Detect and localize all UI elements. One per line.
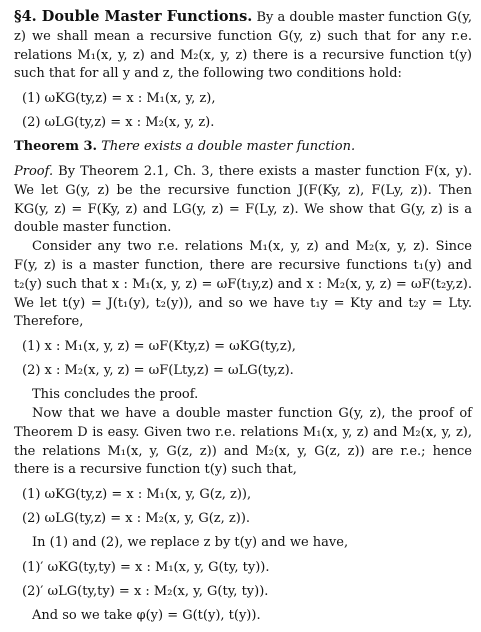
proof-conclusion: This concludes the proof. [32,387,199,403]
theorem-d-equation-1: (1) ωKG(ty,z) = x : M₁(x, y, G(z, z)), [22,487,252,503]
proof-label: Proof. [14,163,54,179]
document-page [14,8,472,626]
replace-paragraph: In (1) and (2), we replace z by t(y) and we have, [32,535,349,551]
theorem-d-equation-2: (2) ωLG(ty,z) = x : M₂(x, y, G(z, z)). [22,511,251,527]
section-intro-paragraph [14,8,472,84]
theorem-d-paragraph: Now that we have a double master function G(y, z), the proof of Theorem D is easy. Given two r.e. relations M₁(x, y, z) and M₂(x, y, z), the relations M₁(x, y, G(z, z)) and M₂(x, y, G(z, z)) are r.e.; hence there is a recursive function t(y) such that, [14,405,472,478]
theorem-d-equation-1-prime: (1)′ ωKG(ty,ty) = x : M₁(x, y, G(ty, ty)). [22,559,270,575]
proof-equation-2: (2) x : M₂(x, y, z) = ωF(Lty,z) = ωLG(ty,z). [22,363,294,379]
final-statement: And so we take φ(y) = G(t(y), t(y)). [32,607,261,623]
section-intro-text: By a double master function G(y, z) we shall mean a recursive function G(y, z) such that for any r.e. relations M₁(x, y, z) and M₂(x, y, z) there is a recursive function t(y) such that for all y and z, the following two conditions hold: [14,10,472,82]
theorem-statement: There exists a double master function. [101,139,356,155]
theorem-d-equation-2-prime: (2)′ ωLG(ty,ty) = x : M₂(x, y, G(ty, ty)). [22,583,269,599]
proof-paragraph-1 [14,163,472,238]
theorem-label: Theorem 3. [14,139,98,155]
section-heading: §4. Double Master Functions. [14,8,253,25]
theorem-3 [14,138,472,157]
proof-paragraph-2: Consider any two r.e. relations M₁(x, y, z) and M₂(x, y, z). Since F(y, z) is a master function, there are recursive functions t₁(y) and t₂(y) such that x : M₁(x, y, z) = ωF(t₁y,z) and x : M₂(x, y, z) = ωF(t₂y,z). We let t(y) = J(t₁(y), t₂(y)), and so we have t₁y = Kty and t₂y = Lty. Therefore, [14,239,472,330]
section-condition-1: (1) ωKG(ty,z) = x : M₁(x, y, z), [22,91,216,107]
section-condition-2: (2) ωLG(ty,z) = x : M₂(x, y, z). [22,115,215,131]
proof-text-1: By Theorem 2.1, Ch. 3, there exists a master function F(x, y). We let G(y, z) be the recursive function J(F(Ky, z), F(Ly, z)). Then KG(y, z) = F(Ky, z) and LG(y, z) = F(Ly, z). We show that G(y, z) is a double master function. [14,163,472,236]
proof-equation-1: (1) x : M₁(x, y, z) = ωF(Kty,z) = ωKG(ty,z), [22,339,296,355]
